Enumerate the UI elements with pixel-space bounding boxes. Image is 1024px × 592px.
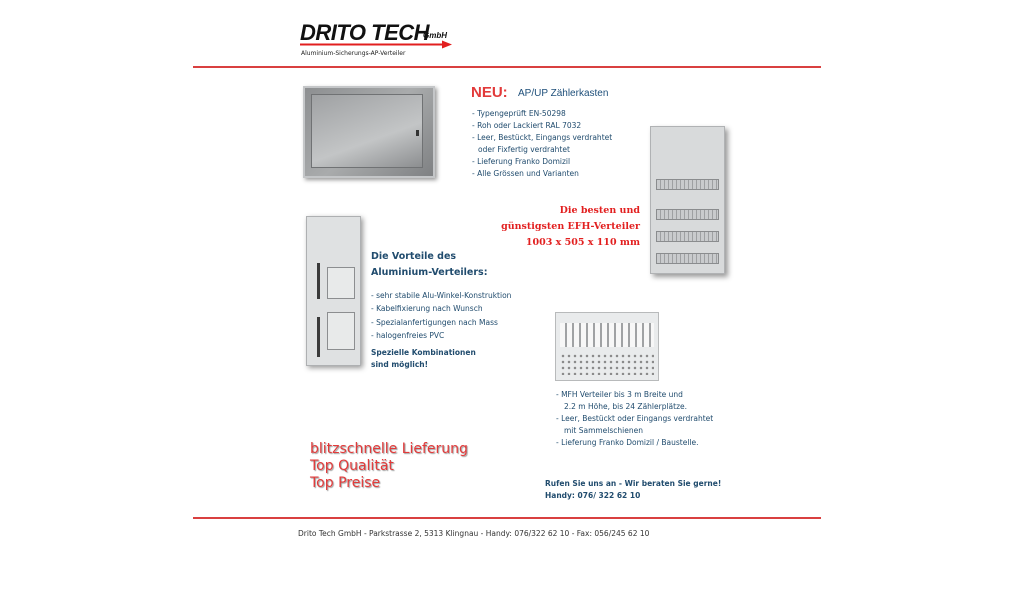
list-item: - Leer, Bestückt, Eingangs verdrahtet [472, 133, 613, 142]
mfh-verteiler-image [555, 312, 659, 381]
logo-arrow-icon [298, 40, 454, 49]
list-item: - Typengeprüft EN-50298 [472, 109, 566, 118]
promo-line: Top Preise [310, 475, 381, 491]
list-item: - sehr stabile Alu-Winkel-Konstruktion [371, 291, 512, 300]
vorteile-list [371, 289, 511, 342]
vorteile-title-line: Die Vorteile des [371, 251, 457, 262]
list-item: - MFH Verteiler bis 3 m Breite und [556, 390, 683, 399]
list-item: - Spezialanfertigungen nach Mass [371, 317, 498, 327]
aluminium-verteiler-image [306, 216, 361, 366]
promo-text [310, 441, 468, 492]
list-item: - Kabelfixierung nach Wunsch [371, 304, 483, 314]
promo-line: blitzschnelle Lieferung [310, 441, 468, 457]
vorteile-extra-line: sind möglich! [371, 360, 429, 369]
contact-line: Rufen Sie uns an - Wir beraten Sie gerne! [545, 479, 722, 488]
neu-title: AP/UP Zählerkasten [518, 88, 609, 99]
neu-feature-list [472, 108, 612, 180]
neu-label: NEU: [471, 84, 508, 101]
bottom-divider [193, 517, 821, 519]
vorteile-extra-line: Spezielle Kombinationen [371, 348, 476, 357]
efh-line: 1003 x 505 x 110 mm [525, 237, 640, 248]
efh-verteiler-image [650, 126, 725, 274]
top-divider [193, 66, 821, 68]
promo-line: Top Qualität [310, 458, 394, 474]
list-item: mit Sammelschienen [564, 426, 643, 435]
efh-line: Die besten und [559, 205, 640, 216]
list-item: - Lieferung Franko Domizil / Baustelle. [556, 438, 699, 447]
mfh-feature-list [556, 389, 713, 449]
list-item: oder Fixfertig verdrahtet [478, 145, 570, 154]
list-item: - halogenfreies PVC [371, 330, 445, 340]
list-item: - Leer, Bestückt oder Eingangs verdrahtet [556, 414, 714, 423]
list-item: - Alle Grössen und Varianten [472, 169, 579, 178]
efh-line: günstigsten EFH-Verteiler [501, 221, 640, 232]
list-item: - Roh oder Lackiert RAL 7032 [472, 121, 582, 130]
vorteile-extra [371, 347, 476, 371]
contact-phone: Handy: 076/ 322 62 10 [545, 491, 641, 500]
zaehlerkasten-image [303, 86, 435, 178]
efh-highlight [495, 203, 640, 251]
vorteile-title-line: Aluminium-Verteilers: [371, 267, 488, 278]
logo-gmbh: GmbH [423, 31, 447, 40]
contact-info [545, 478, 721, 502]
vorteile-title [371, 249, 488, 281]
list-item: - Lieferung Franko Domizil [472, 157, 571, 166]
logo-subtitle: Aluminium-Sicherungs-AP-Verteiler [301, 50, 406, 57]
list-item: 2.2 m Höhe, bis 24 Zählerplätze. [564, 402, 688, 411]
footer-address: Drito Tech GmbH - Parkstrasse 2, 5313 Klingnau - Handy: 076/322 62 10 - Fax: 056/245 62 10 [298, 529, 650, 538]
logo-text: DRITO TECH [300, 20, 430, 45]
